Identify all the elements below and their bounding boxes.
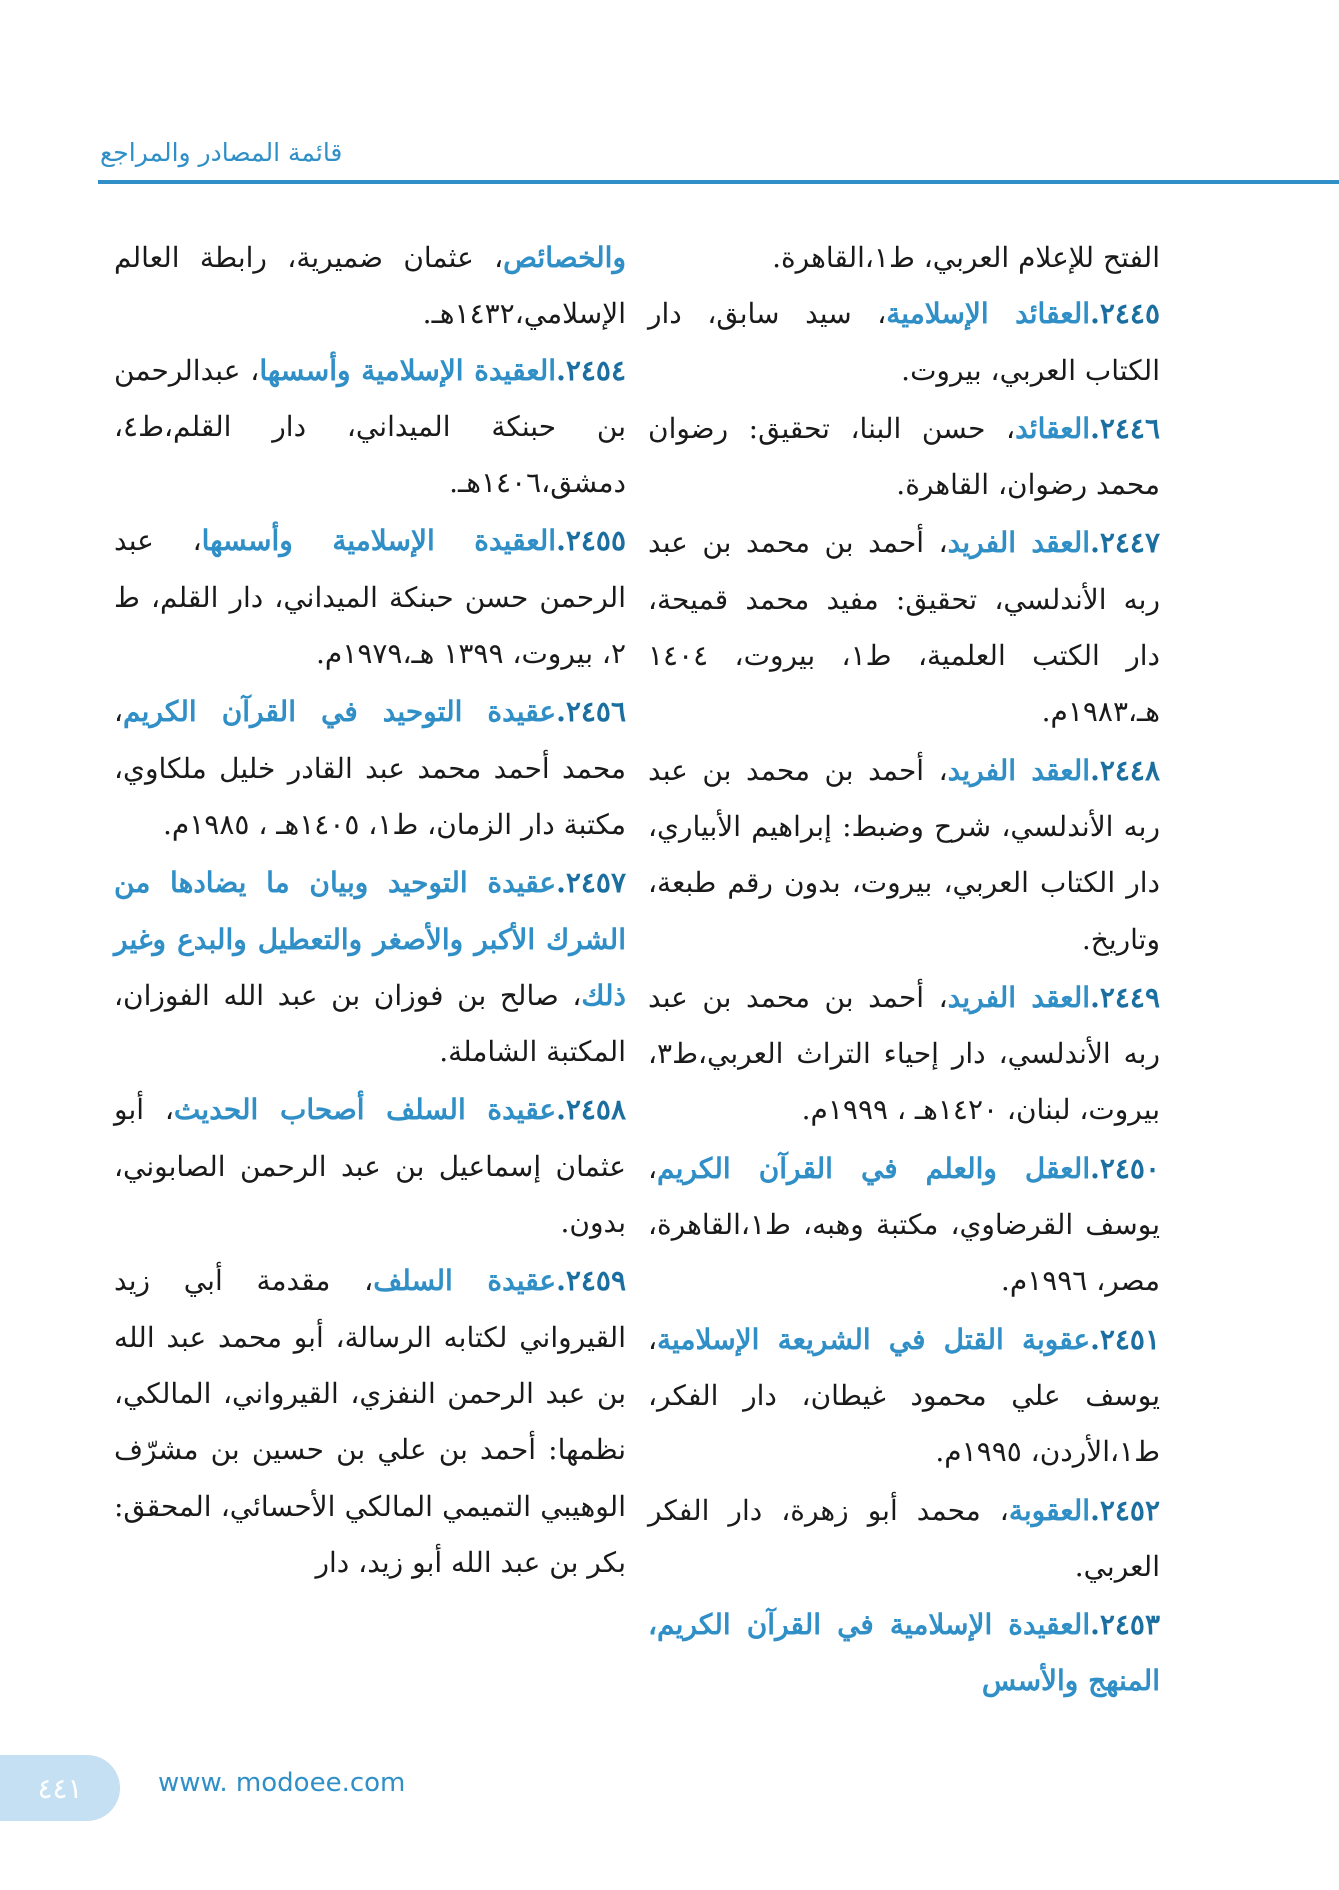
bibliography-entry [648, 1141, 1160, 1310]
entry-number: ٢٤٥٦. [556, 695, 626, 729]
entry-title: العقائد [1015, 411, 1091, 445]
entry-number: ٢٤٤٨. [1090, 753, 1160, 787]
entry-title: عقيدة التوحيد في القرآن الكريم [123, 695, 557, 729]
entry-title: العقد الفريد [947, 753, 1091, 787]
entry-number: ٢٤٤٥. [1090, 297, 1160, 331]
entry-number: ٢٤٤٧. [1090, 526, 1160, 560]
entry-details: ، عبد الرحمن حسن حبنكة الميداني، دار القلم، ط ٢، بيروت، ١٣٩٩ هـ،١٩٧٩م. [114, 524, 626, 671]
entry-details: ، عبدالرحمن بن حبنكة الميداني، دار القلم،ط٤، دمشق،١٤٠٦هـ. [114, 353, 626, 500]
bibliography-entry [648, 286, 1160, 399]
bibliography-entry [648, 1312, 1160, 1481]
entry-number: ٢٤٥٢. [1090, 1493, 1160, 1527]
entry-title: العقيدة الإسلامية وأسسها [259, 353, 557, 387]
entry-title: عقيدة السلف [373, 1264, 557, 1298]
entry-continuation [114, 230, 626, 343]
entry-number: ٢٤٥٨. [556, 1093, 626, 1127]
bibliography-entry [114, 343, 626, 512]
entry-details: ، أحمد بن محمد بن عبد ربه الأندلسي، شرح وضبط: إبراهيم الأبياري، دار الكتاب العربي، بيروت، بدون رقم طبعة، وتاريخ. [648, 753, 1160, 956]
footer-website-link[interactable]: www. modoee.com [158, 1768, 406, 1798]
entry-details: ، أحمد بن محمد بن عبد ربه الأندلسي، تحقيق: مفيد محمد قميحة، دار الكتب العلمية، ط١، بيروت، ١٤٠٤ هـ،١٩٨٣م. [648, 526, 1161, 729]
entry-details: ، أحمد بن محمد بن عبد ربه الأندلسي، دار إحياء التراث العربي،ط٣، بيروت، لبنان، ١٤٢٠هـ ، ١٩٩٩م. [648, 980, 1160, 1127]
entry-details: ، محمد أحمد محمد عبد القادر خليل ملكاوي، مكتبة دار الزمان، ط١، ١٤٠٥هـ ، ١٩٨٥م. [114, 695, 626, 841]
entry-title: العقل والعلم في القرآن الكريم [657, 1151, 1091, 1185]
entry-details: ، يوسف القرضاوي، مكتبة وهبه، ط١،القاهرة، مصر، ١٩٩٦م. [648, 1151, 1160, 1298]
entry-number: ٢٤٥٩. [556, 1264, 626, 1298]
entry-title: عقيدة التوحيد وبيان ما يضادها من الشرك الأكبر والأصغر والتعطيل والبدع وغير ذلك [114, 866, 626, 1012]
entry-details: ، سيد سابق، دار الكتاب العربي، بيروت. [648, 297, 1160, 387]
entry-number: ٢٤٥٣. [1090, 1608, 1160, 1642]
entry-title: العقيدة الإسلامية في القرآن الكريم، المنهج والأسس [648, 1608, 1160, 1698]
entry-number: ٢٤٥٤. [556, 353, 626, 387]
bibliography-entry [648, 1597, 1160, 1710]
entry-title: العقد الفريد [947, 526, 1091, 560]
bibliography-entry [114, 1082, 626, 1251]
page-number-badge: ٤٤١ [0, 1755, 120, 1821]
header-rule [98, 180, 1339, 184]
entry-title: العقائد الإسلامية [886, 297, 1091, 331]
bibliography-column-left [114, 230, 626, 1593]
entry-title: العقيدة الإسلامية وأسسها [201, 524, 557, 558]
entry-details: ، عثمان ضميرية، رابطة العالم الإسلامي،١٤٣٢هـ. [114, 241, 626, 331]
running-header-title: قائمة المصادر والمراجع [100, 138, 343, 167]
entry-title: العقد الفريد [947, 980, 1091, 1014]
entry-details: ، محمد أبو زهرة، دار الفكر العربي. [648, 1493, 1160, 1583]
entry-title: عقوبة القتل في الشريعة الإسلامية [657, 1322, 1091, 1356]
bibliography-entry [648, 970, 1160, 1139]
entry-continuation: الفتح للإعلام العربي، ط١،القاهرة. [772, 241, 1160, 274]
entry-number: ٢٤٤٦. [1090, 411, 1160, 445]
entry-number: ٢٤٥٧. [556, 866, 626, 900]
entry-title: عقيدة السلف أصحاب الحديث [173, 1093, 557, 1127]
bibliography-entry [648, 1483, 1160, 1596]
bibliography-entry [648, 743, 1160, 968]
entry-details: ، صالح بن فوزان بن عبد الله الفوزان، المكتبة الشاملة. [114, 978, 626, 1069]
entry-details: ، حسن البنا، تحقيق: رضوان محمد رضوان، القاهرة. [648, 411, 1160, 502]
entry-number: ٢٤٥٥. [556, 524, 626, 558]
bibliography-entry [648, 515, 1160, 740]
bibliography-entry [114, 855, 626, 1080]
entry-details: ، أبو عثمان إسماعيل بن عبد الرحمن الصابوني، بدون. [114, 1093, 626, 1240]
entry-number: ٢٤٥١. [1090, 1322, 1160, 1356]
entry-details: ، يوسف علي محمود غيطان، دار الفكر، ط١،الأردن، ١٩٩٥م. [648, 1322, 1160, 1469]
entry-title: والخصائص [503, 241, 626, 274]
entry-details: ، مقدمة أبي زيد القيرواني لكتابه الرسالة، أبو محمد عبد الله بن عبد الرحمن النفزي، القيرواني، المالكي، نظمها: أحمد بن علي بن حسين بن مشرّف الوهيبي التميمي المالكي الأحسائي، المحقق: بكر بن عبد الله أبو زيد، دار [114, 1264, 626, 1579]
bibliography-entry [114, 684, 626, 853]
bibliography-column-right [648, 230, 1160, 1712]
entry-title: العقوبة [1008, 1493, 1091, 1527]
entry-number: ٢٤٥٠. [1090, 1151, 1160, 1185]
bibliography-entry [648, 401, 1160, 514]
bibliography-entry [114, 513, 626, 682]
bibliography-entry [114, 1253, 626, 1591]
entry-number: ٢٤٤٩. [1090, 980, 1160, 1014]
